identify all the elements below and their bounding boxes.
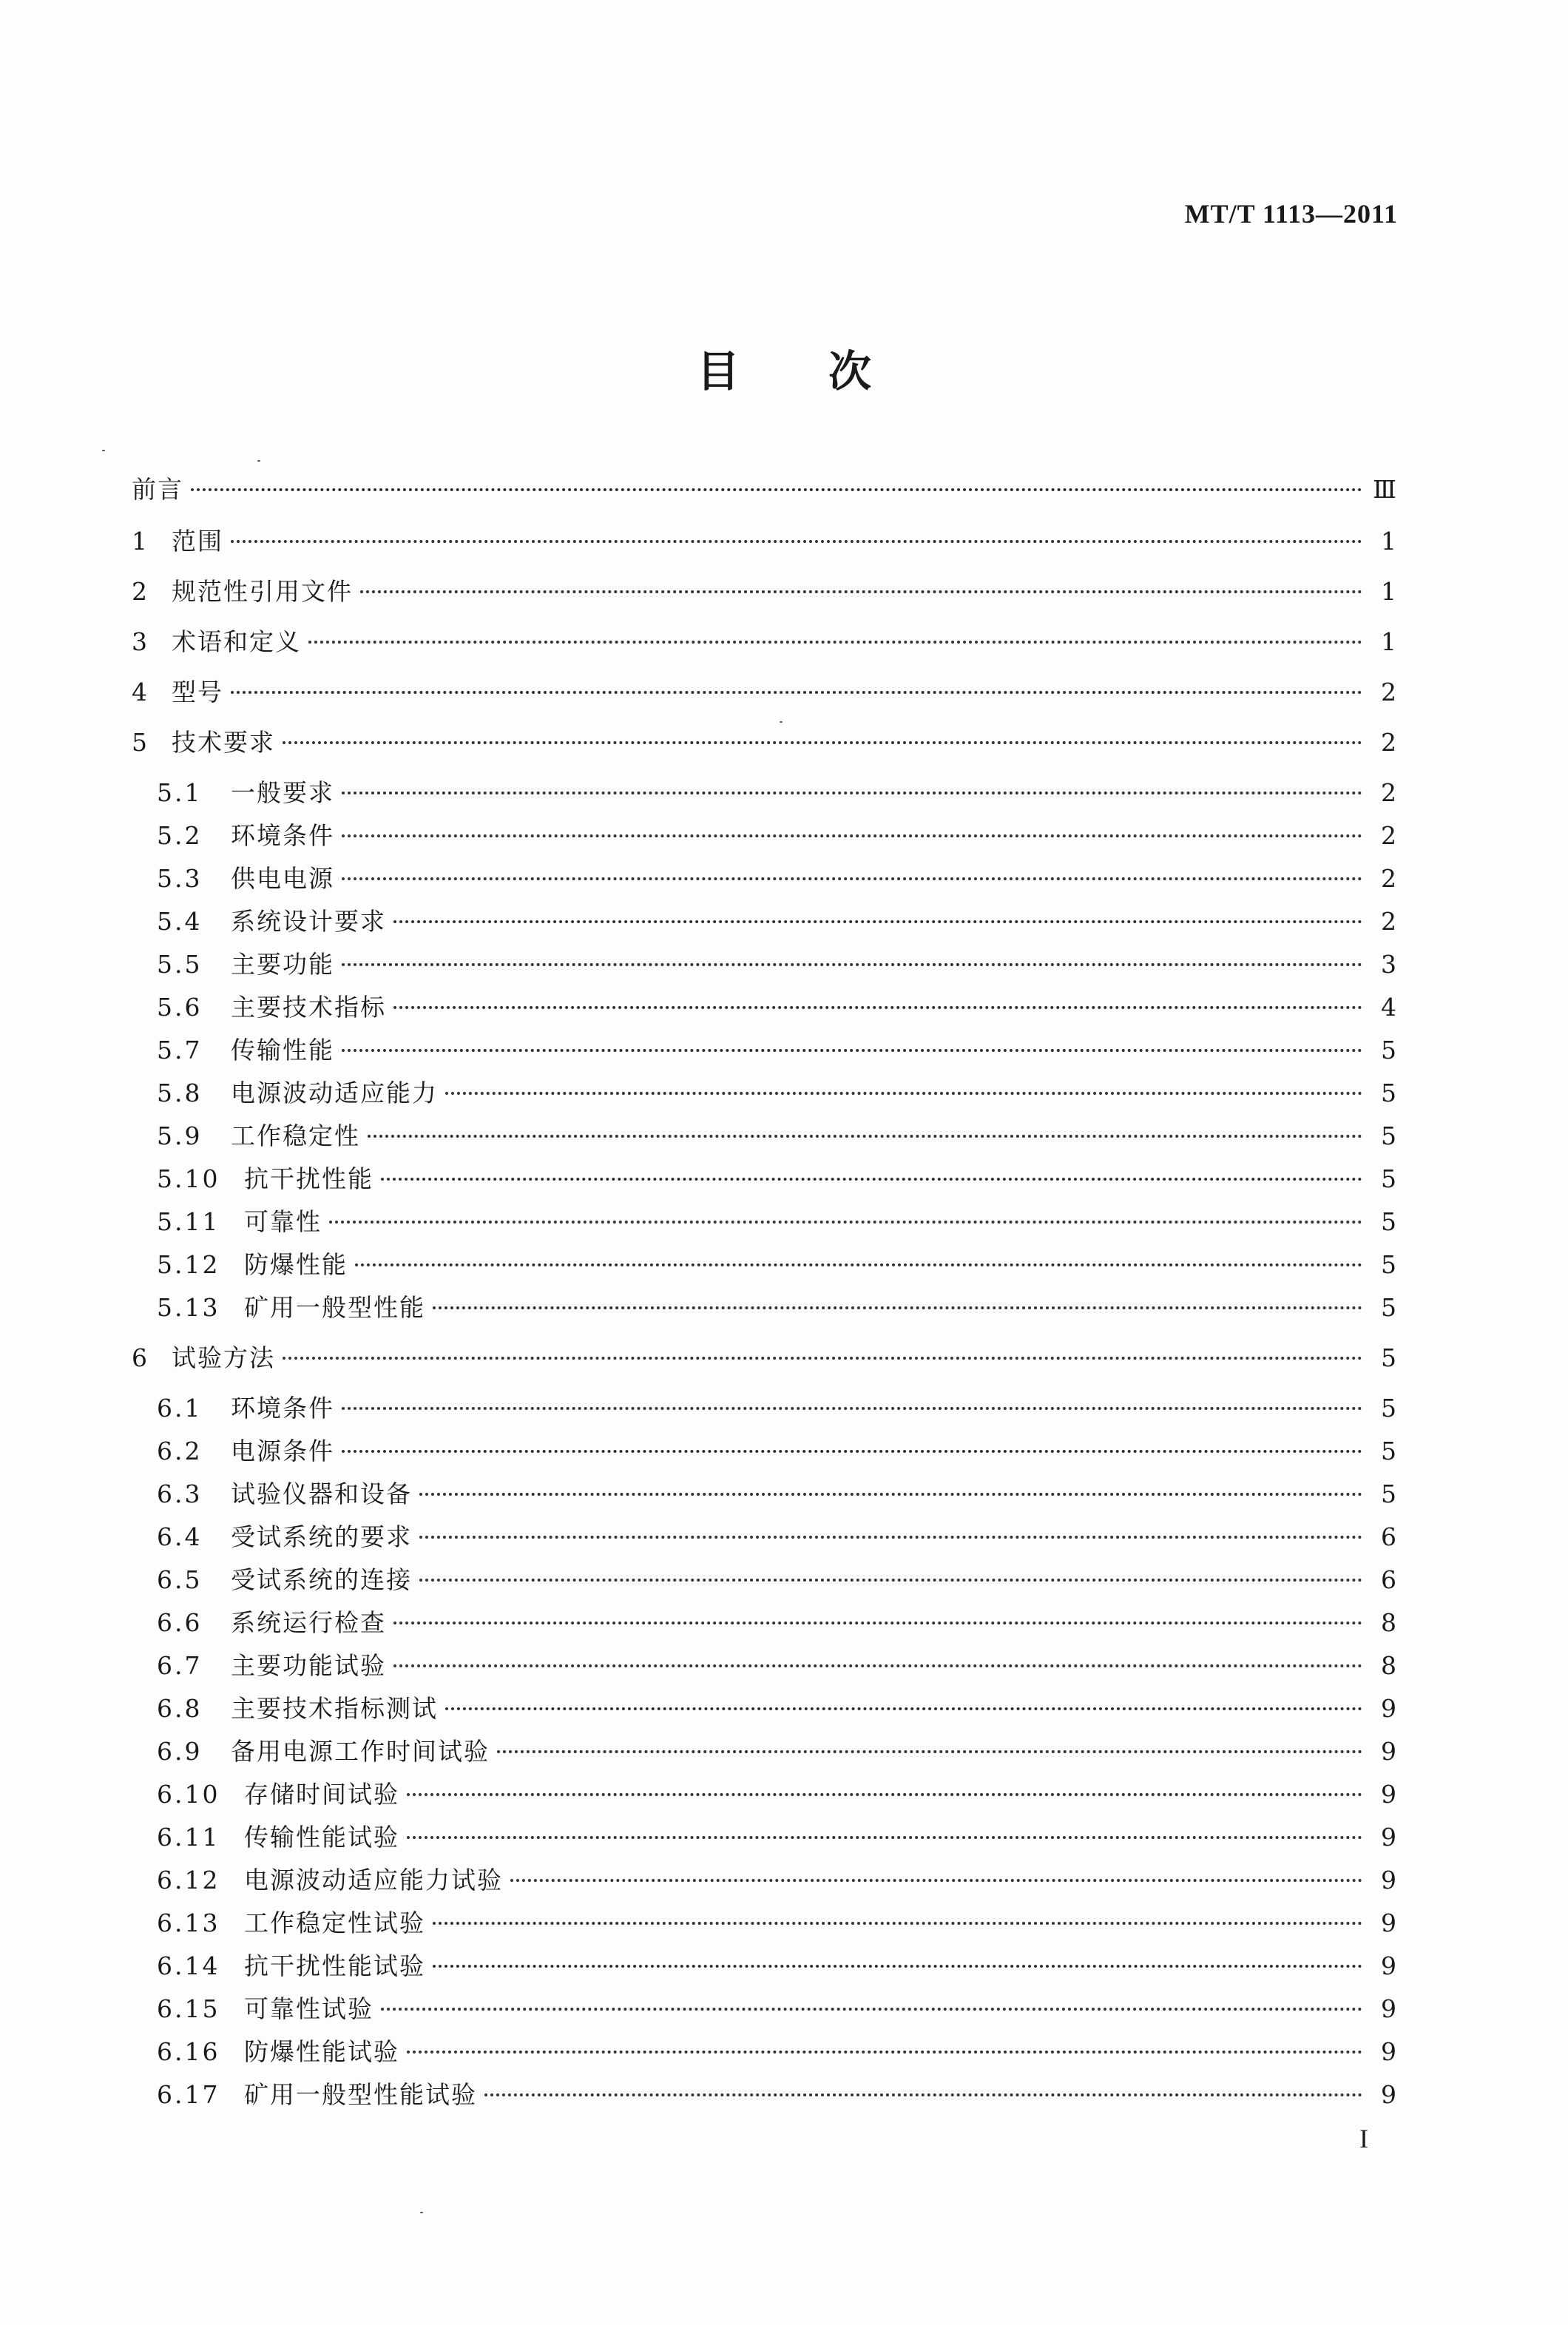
dot-leader — [360, 590, 1362, 593]
toc-entry-page: 2 — [1381, 821, 1396, 850]
toc-entry-page: 6 — [1381, 1565, 1396, 1594]
dot-leader — [342, 1407, 1362, 1410]
toc-entry-label: 传输性能 — [231, 1036, 334, 1064]
toc-entry-number: 3 — [132, 627, 149, 656]
toc-entry-5-3[interactable] — [132, 863, 1396, 895]
toc-entry-page: 9 — [1381, 2080, 1396, 2109]
toc-entry-6-2[interactable] — [132, 1435, 1396, 1468]
dot-leader — [433, 1306, 1362, 1309]
toc-entry-5-5[interactable] — [132, 948, 1396, 981]
toc-entry-label: 主要技术指标 — [231, 993, 386, 1022]
dot-leader — [393, 1006, 1362, 1009]
toc-entry-6-6[interactable] — [132, 1607, 1396, 1639]
toc-entry-label: 系统设计要求 — [231, 907, 386, 936]
toc-entry-6-14[interactable] — [132, 1950, 1396, 1983]
toc-entry-label: 可靠性 — [244, 1207, 322, 1236]
toc-entry-page: 5 — [1381, 1479, 1396, 1508]
toc-entry-4[interactable] — [132, 676, 1396, 709]
toc-entry-label: 环境条件 — [231, 821, 334, 850]
toc-entry-label: 抗干扰性能 — [244, 1164, 374, 1193]
toc-entry-label: 系统运行检查 — [231, 1608, 386, 1637]
dot-leader — [510, 1879, 1362, 1882]
toc-entry-6-7[interactable] — [132, 1650, 1396, 1682]
toc-entry-number: 6.4 — [157, 1522, 203, 1551]
toc-entry-page: 5 — [1381, 1121, 1396, 1150]
toc-entry-number: 5.10 — [157, 1164, 220, 1193]
toc-entry-6-8[interactable] — [132, 1693, 1396, 1725]
toc-entry-label: 受试系统的连接 — [231, 1565, 412, 1594]
toc-entry-label: 传输性能试验 — [244, 1823, 399, 1852]
toc-entry-5-2[interactable] — [132, 820, 1396, 852]
scan-speck — [102, 450, 105, 451]
toc-entry-page: 2 — [1381, 678, 1396, 706]
toc-entry-page: 9 — [1381, 1737, 1396, 1766]
dot-leader — [191, 488, 1362, 491]
toc-entry-label: 矿用一般型性能试验 — [244, 2080, 477, 2109]
standard-number: MT/T 1113—2011 — [1184, 199, 1398, 229]
toc-entry-5-11[interactable] — [132, 1206, 1396, 1238]
toc-entry-page: 3 — [1381, 950, 1396, 979]
toc-entry-number: 5.8 — [157, 1079, 203, 1107]
toc-entry-page: 5 — [1381, 1293, 1396, 1322]
toc-entry-label: 矿用一般型性能 — [244, 1293, 425, 1322]
toc-entry-page: 9 — [1381, 1866, 1396, 1894]
scan-speck — [780, 721, 783, 723]
dot-leader — [393, 1622, 1362, 1624]
toc-entry-label: 规范性引用文件 — [172, 577, 353, 606]
toc-entry-6-9[interactable] — [132, 1735, 1396, 1768]
table-of-contents — [132, 473, 1396, 2122]
toc-entry-label: 环境条件 — [231, 1394, 334, 1423]
toc-entry-6-1[interactable] — [132, 1392, 1396, 1425]
toc-entry-label: 受试系统的要求 — [231, 1522, 412, 1551]
toc-entry-page: 9 — [1381, 1823, 1396, 1852]
toc-entry-label: 电源条件 — [231, 1437, 334, 1465]
toc-entry-number: 6.5 — [157, 1565, 203, 1594]
dot-leader — [329, 1221, 1362, 1224]
toc-entry-page: 9 — [1381, 1780, 1396, 1809]
page-number: I — [1359, 2124, 1368, 2153]
toc-entry-number: 6.1 — [157, 1394, 203, 1423]
toc-entry-number: 5.4 — [157, 907, 203, 936]
dot-leader — [308, 641, 1362, 644]
dot-leader — [342, 877, 1362, 880]
toc-entry-label: 型号 — [172, 678, 223, 706]
toc-entry-label: 电源波动适应能力 — [231, 1079, 438, 1107]
toc-entry-3[interactable] — [132, 626, 1396, 658]
toc-entry-number: 6.17 — [157, 2080, 220, 2109]
toc-entry-page: 5 — [1381, 1207, 1396, 1236]
toc-entry-page: 2 — [1381, 864, 1396, 893]
toc-entry-5-7[interactable] — [132, 1034, 1396, 1067]
dot-leader — [445, 1707, 1362, 1710]
toc-entry-number: 6.10 — [157, 1780, 220, 1809]
toc-entry-number: 5 — [132, 728, 149, 757]
dot-leader — [283, 1357, 1362, 1360]
toc-entry-label: 主要功能 — [231, 950, 334, 979]
toc-entry-number: 6 — [132, 1343, 149, 1372]
toc-entry-label: 存储时间试验 — [244, 1780, 399, 1809]
toc-entry-page: 6 — [1381, 1522, 1396, 1551]
scan-speck — [257, 460, 260, 462]
toc-entry-label: 前言 — [132, 475, 183, 504]
toc-entry-5-4[interactable] — [132, 905, 1396, 938]
toc-entry-page: 5 — [1381, 1164, 1396, 1193]
toc-title — [0, 337, 1568, 399]
toc-entry-page: 5 — [1381, 1250, 1396, 1279]
toc-entry-6-15[interactable] — [132, 1993, 1396, 2025]
toc-entry-number: 6.11 — [157, 1823, 220, 1852]
toc-entry-number: 5.2 — [157, 821, 203, 850]
toc-entry-label: 范围 — [172, 527, 223, 556]
dot-leader — [342, 963, 1362, 966]
dot-leader — [407, 2051, 1362, 2054]
toc-entry-6-11[interactable] — [132, 1821, 1396, 1854]
dot-leader — [433, 1965, 1362, 1968]
dot-leader — [283, 741, 1362, 744]
scan-speck — [420, 2212, 423, 2213]
dot-leader — [407, 1836, 1362, 1839]
toc-entry-6[interactable] — [132, 1342, 1396, 1374]
toc-entry-page: 9 — [1381, 1951, 1396, 1980]
toc-entry-number: 6.7 — [157, 1651, 203, 1680]
toc-entry-6-4[interactable] — [132, 1521, 1396, 1553]
toc-entry-page: Ⅲ — [1373, 475, 1396, 504]
toc-entry-label: 防爆性能试验 — [244, 2037, 399, 2066]
toc-entry-number: 5.3 — [157, 864, 203, 893]
toc-entry-label: 可靠性试验 — [244, 1994, 374, 2023]
dot-leader — [419, 1493, 1362, 1496]
toc-entry-5-8[interactable] — [132, 1077, 1396, 1110]
toc-entry-number: 6.2 — [157, 1437, 203, 1465]
toc-entry-page: 1 — [1381, 627, 1396, 656]
toc-entry-page: 2 — [1381, 728, 1396, 757]
dot-leader — [419, 1536, 1362, 1539]
toc-entry-label: 术语和定义 — [172, 627, 301, 656]
toc-entry-number: 5.5 — [157, 950, 203, 979]
toc-entry-6-5[interactable] — [132, 1564, 1396, 1596]
dot-leader — [368, 1135, 1362, 1138]
toc-entry-page: 1 — [1381, 577, 1396, 606]
dot-leader — [342, 1049, 1362, 1052]
toc-entry-page: 9 — [1381, 1994, 1396, 2023]
toc-entry-label: 主要技术指标测试 — [231, 1694, 438, 1723]
dot-leader — [407, 1793, 1362, 1796]
toc-title-part1: 目 — [696, 346, 740, 397]
toc-title-part2: 次 — [828, 346, 872, 397]
toc-entry-page: 5 — [1381, 1036, 1396, 1064]
toc-entry-page: 5 — [1381, 1343, 1396, 1372]
toc-entry-label: 试验仪器和设备 — [231, 1479, 412, 1508]
toc-entry-5-1[interactable] — [132, 777, 1396, 809]
toc-entry-6-13[interactable] — [132, 1907, 1396, 1940]
toc-entry-number: 5.11 — [157, 1207, 220, 1236]
toc-entry-page: 9 — [1381, 1909, 1396, 1937]
dot-leader — [497, 1750, 1362, 1753]
toc-entry-number: 6.15 — [157, 1994, 220, 2023]
toc-entry-2[interactable] — [132, 576, 1396, 608]
toc-entry-page: 1 — [1381, 527, 1396, 556]
toc-entry-number: 6.16 — [157, 2037, 220, 2066]
dot-leader — [381, 2008, 1362, 2011]
toc-entry-page: 2 — [1381, 907, 1396, 936]
dot-leader — [419, 1579, 1362, 1582]
toc-entry-5[interactable] — [132, 726, 1396, 759]
toc-entry-label: 防爆性能 — [244, 1250, 348, 1279]
toc-entry-number: 6.9 — [157, 1737, 203, 1766]
toc-entry-number: 4 — [132, 678, 149, 706]
toc-entry-preface[interactable] — [132, 473, 1396, 506]
toc-entry-label: 备用电源工作时间试验 — [231, 1737, 490, 1766]
dot-leader — [393, 920, 1362, 923]
dot-leader — [342, 792, 1362, 794]
toc-entry-page: 8 — [1381, 1608, 1396, 1637]
dot-leader — [231, 540, 1362, 543]
toc-entry-number: 5.6 — [157, 993, 203, 1022]
toc-entry-page: 5 — [1381, 1437, 1396, 1465]
toc-entry-number: 1 — [132, 527, 149, 556]
toc-entry-1[interactable] — [132, 525, 1396, 558]
toc-entry-number: 6.8 — [157, 1694, 203, 1723]
toc-entry-page: 5 — [1381, 1079, 1396, 1107]
toc-entry-5-13[interactable] — [132, 1292, 1396, 1324]
dot-leader — [445, 1092, 1362, 1095]
toc-entry-number: 6.13 — [157, 1909, 220, 1937]
toc-entry-number: 5.13 — [157, 1293, 220, 1322]
dot-leader — [433, 1922, 1362, 1925]
toc-entry-label: 工作稳定性 — [231, 1121, 360, 1150]
toc-entry-page: 8 — [1381, 1651, 1396, 1680]
toc-entry-label: 技术要求 — [172, 728, 275, 757]
toc-entry-label: 工作稳定性试验 — [244, 1909, 425, 1937]
toc-entry-number: 6.3 — [157, 1479, 203, 1508]
toc-entry-page: 9 — [1381, 1694, 1396, 1723]
toc-entry-5-9[interactable] — [132, 1120, 1396, 1153]
toc-entry-number: 5.1 — [157, 778, 203, 807]
dot-leader — [484, 2093, 1362, 2096]
toc-entry-page: 2 — [1381, 778, 1396, 807]
dot-leader — [393, 1664, 1362, 1667]
toc-entry-number: 5.7 — [157, 1036, 203, 1064]
toc-entry-page: 5 — [1381, 1394, 1396, 1423]
toc-entry-label: 试验方法 — [172, 1343, 275, 1372]
toc-entry-page: 4 — [1381, 993, 1396, 1022]
dot-leader — [342, 1450, 1362, 1453]
toc-entry-6-3[interactable] — [132, 1478, 1396, 1511]
toc-entry-number: 5.12 — [157, 1250, 220, 1279]
toc-entry-label: 抗干扰性能试验 — [244, 1951, 425, 1980]
dot-leader — [342, 834, 1362, 837]
toc-entry-6-10[interactable] — [132, 1778, 1396, 1811]
toc-entry-6-12[interactable] — [132, 1864, 1396, 1897]
toc-entry-5-12[interactable] — [132, 1249, 1396, 1281]
dot-leader — [231, 691, 1362, 694]
toc-entry-label: 供电电源 — [231, 864, 334, 893]
toc-entry-5-10[interactable] — [132, 1163, 1396, 1195]
toc-entry-label: 主要功能试验 — [231, 1651, 386, 1680]
toc-entry-number: 6.6 — [157, 1608, 203, 1637]
toc-entry-number: 2 — [132, 577, 149, 606]
dot-leader — [355, 1263, 1362, 1266]
toc-entry-6-17[interactable] — [132, 2079, 1396, 2111]
toc-entry-6-16[interactable] — [132, 2036, 1396, 2068]
toc-entry-5-6[interactable] — [132, 991, 1396, 1024]
toc-entry-number: 5.9 — [157, 1121, 203, 1150]
toc-entry-label: 电源波动适应能力试验 — [244, 1866, 503, 1894]
toc-entry-label: 一般要求 — [231, 778, 334, 807]
dot-leader — [381, 1178, 1362, 1181]
toc-entry-number: 6.14 — [157, 1951, 220, 1980]
toc-entry-page: 9 — [1381, 2037, 1396, 2066]
toc-entry-number: 6.12 — [157, 1866, 220, 1894]
